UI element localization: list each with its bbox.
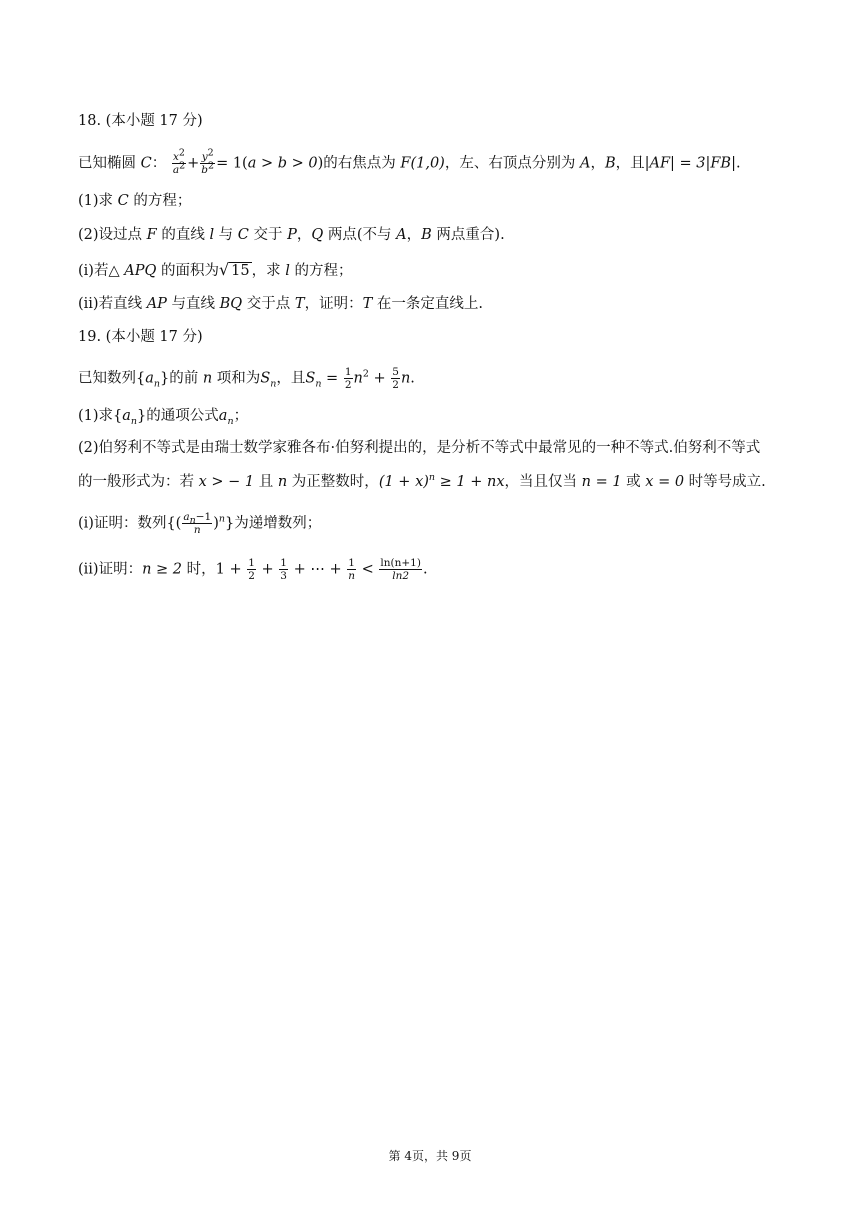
fraction-ln: $\frac{\ln(n+1)}{\ln 2}$ — [380, 557, 421, 582]
q18-part2: (2)设过点 F 的直线 l 与 C 交于 P，Q 两点(不与 A，B 两点重合). — [78, 227, 505, 243]
fraction-5-2: $\frac{5}{2}$ — [392, 366, 399, 391]
sqrt-15: √ 15 — [218, 260, 250, 279]
q19-part2-i: (ⅰ)证明：数列{( $\frac{a_n-1}{n}$ )$^n$}为递增数列； — [78, 511, 322, 536]
q19-header: 19. (本小题 17 分) — [78, 329, 203, 345]
q18-part2-ii: (ⅱ)若直线 AP 与直线 BQ 交于点 T，证明：T 在一条定直线上. — [78, 296, 483, 312]
fraction-1-2: $\frac{1}{2}$ — [248, 557, 255, 582]
q19-part2-line2: 的一般形式为：若 x > − 1 且 n 为正整数时，$(1 + x)^n \ge 1$ + nx，当且仅当 n = 1 或 x = 0 时等号成立. — [78, 472, 766, 490]
q19-part2-ii: (ⅱ)证明：n ≥ 2 时，1 + $\frac{1}{2}$ + $\frac{1}{3}$ + ⋯ + $\frac{1}{n}$ < $\frac{\ln(n+1)}{\ln 2}$ . — [78, 557, 428, 582]
fraction-an-minus-1-over-n: $\frac{a_n-1}{n}$ — [183, 511, 212, 536]
q18-stem: 已知椭圆 C： $\frac{x^2}{a^2}$ + $\frac{y^2}{b^2}$ = 1(a > b > 0)的右焦点为 F(1,0)，左、右顶点分别为 A，B，且|AF| = 3|FB|. — [78, 147, 741, 176]
fraction-1-3: $\frac{1}{3}$ — [280, 557, 287, 582]
q19-stem: 已知数列$\{a_n\}$的前 n 项和为$S_n$，且$S_n$ = $\frac{1}{2}$ $n^2$ + $\frac{5}{2}$ n. — [78, 366, 415, 391]
q19-part1: (1)求$\{a_n\}$的通项公式$a_n$； — [78, 408, 249, 427]
fraction-1-n: $\frac{1}{n}$ — [348, 557, 355, 582]
fraction-x2-a2: $\frac{x^2}{a^2}$ — [172, 147, 186, 176]
q18-header: 18. (本小题 17 分) — [78, 113, 203, 129]
fraction-y2-b2: $\frac{y^2}{b^2}$ — [201, 147, 215, 176]
q18-part1: (1)求 C 的方程； — [78, 193, 192, 209]
q18-part2-i: (ⅰ)若△ APQ 的面积为√ 15 ，求 l 的方程； — [78, 260, 353, 279]
fraction-1-2: $\frac{1}{2}$ — [344, 366, 352, 391]
q19-part2-line1: (2)伯努利不等式是由瑞士数学家雅各布·伯努利提出的，是分析不等式中最常见的一种不等式.伯努利不等式 — [78, 440, 761, 456]
page-footer: 第 4页，共 9页 — [388, 1149, 472, 1163]
